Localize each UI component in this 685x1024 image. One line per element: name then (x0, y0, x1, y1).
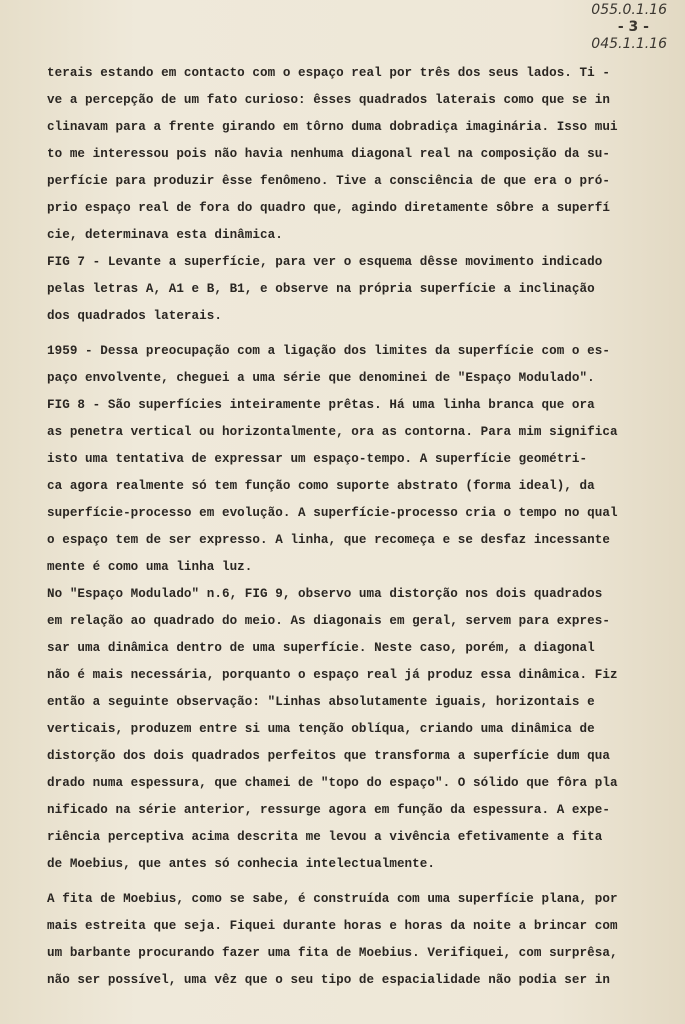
text-line: FIG 8 - São superfícies inteiramente prêtas. Há uma linha branca que ora (47, 398, 595, 412)
text-line: drado numa espessura, que chamei de "topo do espaço". O sólido que fôra pla (47, 776, 618, 790)
typewritten-text (47, 60, 672, 994)
text-line: superfície-processo em evolução. A superfície-processo cria o tempo no qual (47, 506, 618, 520)
text-line: paço envolvente, cheguei a uma série que denominei de "Espaço Modulado". (47, 371, 595, 385)
text-line: FIG 7 - Levante a superfície, para ver o esquema dêsse movimento indicado (47, 255, 603, 269)
text-line: não ser possível, uma vêz que o seu tipo de espacialidade não podia ser in (47, 973, 610, 987)
text-line: de Moebius, que antes só conhecia intelectualmente. (47, 857, 435, 871)
text-line: não é mais necessária, porquanto o espaço real já produz essa dinâmica. Fiz (47, 668, 618, 682)
archive-ref-bottom: 045.1.1.16 (591, 36, 667, 52)
text-line: mente é como uma linha luz. (47, 560, 253, 574)
text-line: perfície para produzir êsse fenômeno. Tive a consciência de que era o pró- (47, 174, 610, 188)
text-line: distorção dos dois quadrados perfeitos que transforma a superfície dum qua (47, 749, 610, 763)
text-line: o espaço tem de ser expresso. A linha, que recomeça e se desfaz incessante (47, 533, 610, 547)
text-line: ve a percepção de um fato curioso: êsses quadrados laterais como que se in (47, 93, 610, 107)
text-line: clinavam para a frente girando em tôrno duma dobradiça imaginária. Isso mui (47, 120, 618, 134)
archive-reference (591, 2, 667, 53)
text-line: terais estando em contacto com o espaço real por três dos seus lados. Ti - (47, 66, 610, 80)
text-line: ca agora realmente só tem função como suporte abstrato (forma ideal), da (47, 479, 595, 493)
text-line: nificado na série anterior, ressurge agora em função da espessura. A expe- (47, 803, 610, 817)
text-line: A fita de Moebius, como se sabe, é construída com uma superfície plana, por (47, 892, 618, 906)
text-line: verticais, produzem entre si uma tenção oblíqua, criando uma dinâmica de (47, 722, 595, 736)
text-line: dos quadrados laterais. (47, 309, 222, 323)
archive-ref-top: 055.0.1.16 (591, 2, 667, 18)
text-line: riência perceptiva acima descrita me levou a vivência efetivamente a fita (47, 830, 603, 844)
text-line: isto uma tentativa de expressar um espaço-tempo. A superfície geométri- (47, 452, 588, 466)
text-line: um barbante procurando fazer uma fita de Moebius. Verifiquei, com surprêsa, (47, 946, 618, 960)
text-line: No "Espaço Modulado" n.6, FIG 9, observo uma distorção nos dois quadrados (47, 587, 603, 601)
text-line: 1959 - Dessa preocupação com a ligação dos limites da superfície com o es- (47, 344, 610, 358)
text-line: mais estreita que seja. Fiquei durante horas e horas da noite a brincar com (47, 919, 618, 933)
page-number: - 3 - (617, 19, 649, 35)
text-line: as penetra vertical ou horizontalmente, ora as contorna. Para mim significa (47, 425, 618, 439)
text-line: então a seguinte observação: "Linhas absolutamente iguais, horizontais e (47, 695, 595, 709)
text-line: to me interessou pois não havia nenhuma diagonal real na composição da su- (47, 147, 610, 161)
text-line: cie, determinava esta dinâmica. (47, 228, 283, 242)
text-line: em relação ao quadrado do meio. As diagonais em geral, servem para expres- (47, 614, 610, 628)
text-line: prio espaço real de fora do quadro que, agindo diretamente sôbre a superfí (47, 201, 610, 215)
text-line: sar uma dinâmica dentro de uma superfície. Neste caso, porém, a diagonal (47, 641, 595, 655)
text-line: pelas letras A, A1 e B, B1, e observe na própria superfície a inclinação (47, 282, 595, 296)
